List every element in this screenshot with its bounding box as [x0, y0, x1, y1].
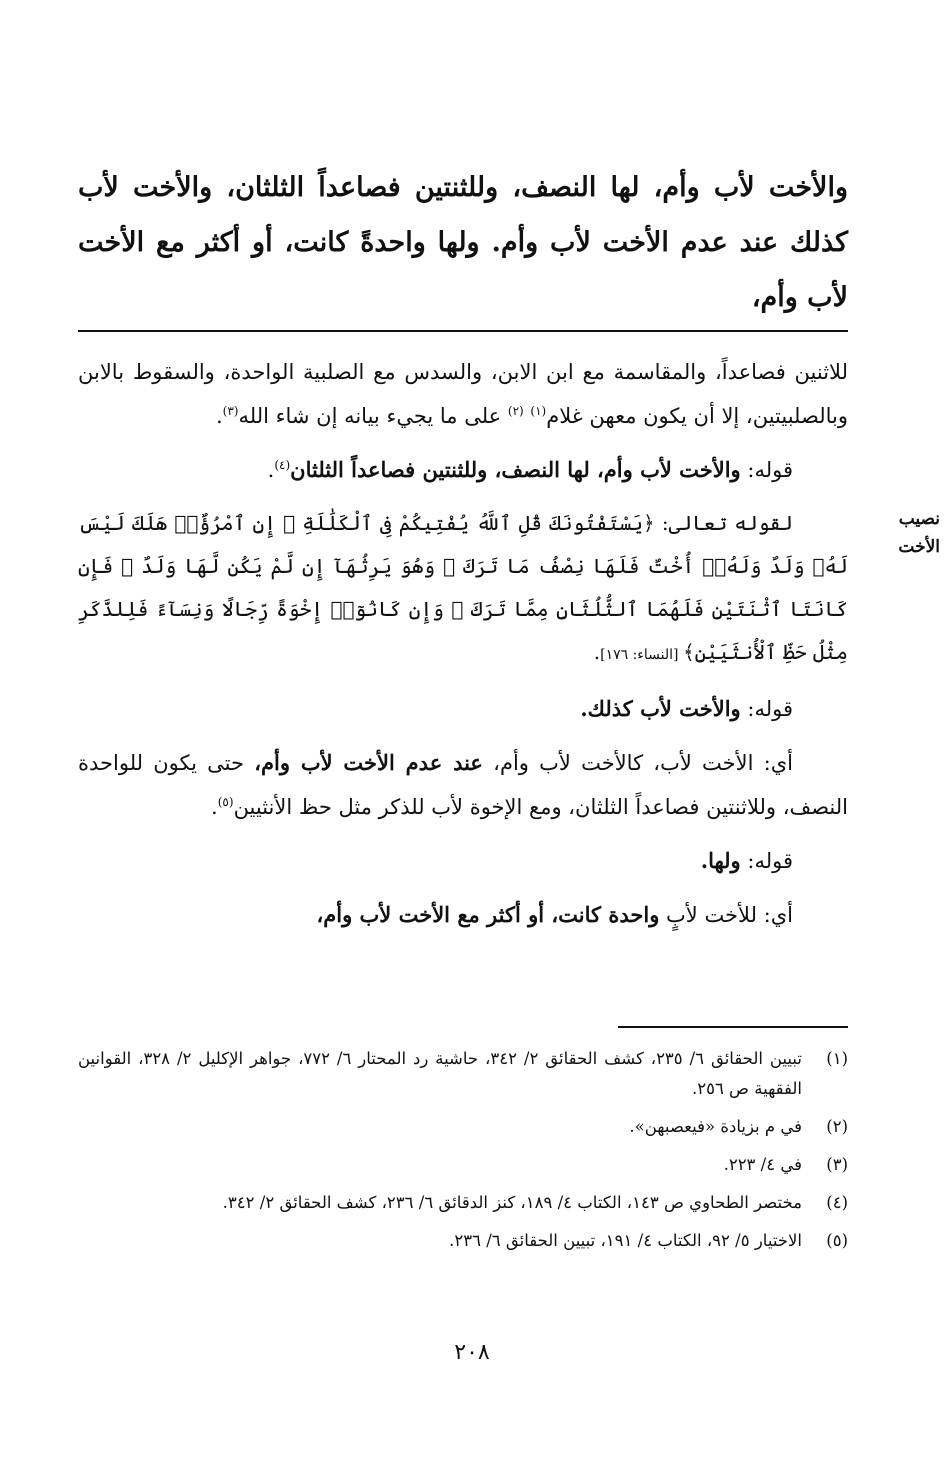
- quoted-matn: ولها.: [700, 848, 741, 873]
- quoted-matn: واحدة كانت، أو أكثر مع الأخت لأب وأم،: [316, 902, 660, 927]
- footnotes-divider: [618, 1026, 848, 1028]
- main-text-divider: [78, 330, 848, 332]
- quoted-matn: والأخت لأب كذلك.: [580, 696, 741, 721]
- footnote-number: (٤): [826, 1193, 848, 1212]
- quoted-matn: والأخت لأب وأم، لها النصف، وللثنتين فصاعداً الثلثان: [290, 457, 741, 482]
- footnote-text: في م بزيادة «فيعصبهن».: [629, 1117, 802, 1136]
- footnote: [78, 1226, 848, 1256]
- footnote-text: تبيين الحقائق ٦/ ٢٣٥، كشف الحقائق ٢/ ٣٤٢، حاشية رد المحتار ٦/ ٧٧٢، جواهر الإكليل ٢/ ٣٢٨، القوانين الفقهية ص ٢٥٦.: [78, 1049, 802, 1098]
- footnote-ref[interactable]: (٤): [274, 458, 291, 472]
- margin-heading: [878, 505, 940, 561]
- quran-verse: ﴿يَسْتَفْتُونَكَ قُلِ ٱللَّهُ يُفْتِيكُمْ فِى ٱلْكَلَٰلَةِ ۚ إِنِ ٱمْرُؤٌا۟ هَلَكَ لَيْسَ لَهُۥ وَلَدٌ وَلَهُۥٓ أُخْتٌ فَلَهَا نِصْفُ مَا تَرَكَ ۚ وَهُوَ يَرِثُهَآ إِن لَّمْ يَكُن لَّهَا وَلَدٌ ۚ فَإِن كَانَتَا ٱثْنَتَيْنِ فَلَهُمَا ٱلثُّلُثَانِ مِمَّا تَرَكَ ۚ وَإِن كَانُوٓا۟ إِخْوَةً رِّجَالًا وَنِسَآءً فَلِلذَّكَرِ مِثْلُ حَظِّ ٱلْأُنثَيَيْنِ﴾: [78, 511, 848, 664]
- footnote-ref[interactable]: (٥): [217, 795, 234, 809]
- footnote-ref[interactable]: (٣): [222, 404, 239, 418]
- commentary-paragraph: للاثنين فصاعداً، والمقاسمة مع ابن الابن، والسدس مع الصلبية الواحدة، والسقوط بالابن وبالصلبيتين، إلا أن يكون معهن غلام$^{(١)}$ $^{(٢)}$ على ما يجيء بيانه إن شاء الله$^{(٣)}$.: [78, 360, 848, 428]
- commentary-paragraph: قوله: ولها.: [700, 848, 793, 873]
- footnote-text: في ٤/ ٢٢٣.: [723, 1155, 802, 1174]
- commentary: [78, 350, 848, 947]
- main-text-paragraph: والأخت لأب وأم، لها النصف، وللثنتين فصاعداً الثلثان، والأخت لأب كذلك عند عدم الأخت لأب وأم. ولها واحدةً كانت، أو أكثر مع الأخت لأب وأم،: [78, 172, 848, 313]
- footnote-number: (٣): [826, 1155, 848, 1174]
- quoted-matn: عند عدم الأخت لأب وأم،: [254, 750, 483, 775]
- footnote-ref[interactable]: (١): [530, 404, 547, 418]
- footnote: [78, 1150, 848, 1180]
- footnote: [78, 1188, 848, 1218]
- commentary-paragraph: قوله: والأخت لأب كذلك.: [580, 696, 793, 721]
- footnotes: [78, 1044, 848, 1264]
- commentary-paragraph: قوله: والأخت لأب وأم، لها النصف، وللثنتين فصاعداً الثلثان$^{(٤)}$.: [267, 457, 793, 482]
- footnote-number: (٥): [826, 1231, 848, 1250]
- margin-heading-line: الأخت: [898, 537, 940, 557]
- footnote: [78, 1044, 848, 1104]
- footnote-text: مختصر الطحاوي ص ١٤٣، الكتاب ٤/ ١٨٩، كنز الدقائق ٦/ ٢٣٦، كشف الحقائق ٢/ ٣٤٢.: [222, 1193, 802, 1212]
- margin-heading-line: نصيب: [898, 509, 940, 529]
- verse-reference: [النساء: ١٧٦]: [600, 647, 683, 663]
- footnote-ref[interactable]: (٢): [507, 404, 524, 418]
- footnote-text: الاختيار ٥/ ٩٢، الكتاب ٤/ ١٩١، تبيين الحقائق ٦/ ٢٣٦.: [449, 1231, 802, 1250]
- page-number: ٢٠٨: [454, 1340, 490, 1365]
- main-text: [78, 160, 848, 325]
- commentary-paragraph: أي: للأخت لأبٍ واحدة كانت، أو أكثر مع الأخت لأب وأم،: [316, 902, 793, 927]
- footnote-number: (١): [826, 1049, 848, 1068]
- quran-verse-paragraph: لقوله تعالى: ﴿يَسْتَفْتُونَكَ قُلِ ٱللَّهُ يُفْتِيكُمْ فِى ٱلْكَلَٰلَةِ ۚ إِنِ ٱمْرُؤٌا۟ هَلَكَ لَيْسَ لَهُۥ وَلَدٌ وَلَهُۥٓ أُخْتٌ فَلَهَا نِصْفُ مَا تَرَكَ ۚ وَهُوَ يَرِثُهَآ إِن لَّمْ يَكُن لَّهَا وَلَدٌ ۚ فَإِن كَانَتَا ٱثْنَتَيْنِ فَلَهُمَا ٱلثُّلُثَانِ مِمَّا تَرَكَ ۚ وَإِن كَانُوٓا۟ إِخْوَةً رِّجَالًا وَنِسَآءً فَلِلذَّكَرِ مِثْلُ حَظِّ ٱلْأُنثَيَيْنِ﴾ [النساء: ١٧٦].: [78, 511, 848, 664]
- footnote: [78, 1112, 848, 1142]
- footnote-number: (٢): [826, 1117, 848, 1136]
- commentary-paragraph: أي: الأخت لأب، كالأخت لأب وأم، عند عدم الأخت لأب وأم، حتى يكون للواحدة النصف، وللاثنتين فصاعداً الثلثان، ومع الإخوة لأب للذكر مثل حظ الأنثيين$^{(٥)}$.: [78, 750, 848, 819]
